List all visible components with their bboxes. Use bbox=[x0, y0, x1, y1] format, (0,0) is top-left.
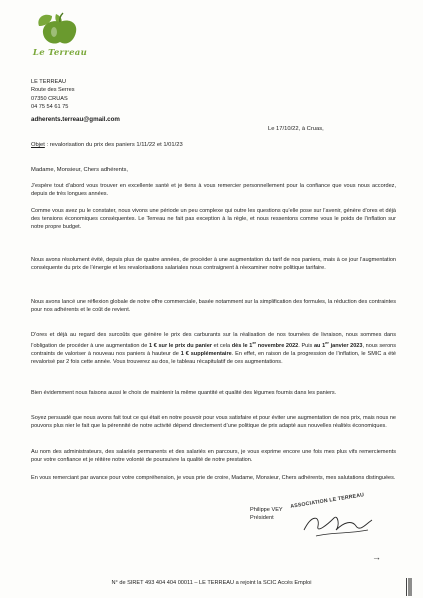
paragraph-4: Nous avons lancé une réflexion globale de notre offre commerciale, basée notamment sur la simplification des formules, la réduction des contraintes pour nos adhérents et le coût de revient. bbox=[31, 299, 396, 314]
sender-phone: 04 75 54 61 75 bbox=[31, 103, 69, 110]
logo-wordmark: Le Terreau bbox=[32, 48, 88, 58]
sender-email: adherents.terreau@gmail.com bbox=[31, 116, 120, 123]
paragraph-3: Nous avons résolument évité, depuis plus de quatre années, de procéder à une augmentation du tarif de nos paniers, mais à ce jour l’augmentation conséquente du prix de l’énergie et les revalorisations salariales nous contraignent à réexaminer notre politique tarifaire. bbox=[31, 257, 396, 272]
subject-line bbox=[31, 142, 183, 148]
signatory bbox=[250, 506, 283, 522]
p5-text-a: D’ores et déjà au regard des surcoûts que génère le prix des carburants sur la réalisation de nos tournées de livraison, nous sommes dans l’obligation de procéder à une augmentation de bbox=[31, 332, 396, 350]
scan-barcode-icon bbox=[406, 578, 412, 596]
p5-text-f: . Puis bbox=[298, 343, 314, 350]
paragraph-7: Soyez persuadé que nous avons fait tout ce qui était en notre pouvoir pour vous satisfaire et pour éviter une augmentation de nos prix, mais nous ne pouvons plus nier le fait que la pérennité de notre activité dépend directement d’une politique de prix adapté aux nouvelles réalités économiques. bbox=[31, 415, 396, 430]
footer-siret: N° de SIRET 493 404 404 00011 – LE TERREAU a rejoint la SCIC Accès Emploi bbox=[111, 580, 312, 586]
p5-date-1-sup: er bbox=[252, 340, 257, 346]
signatory-name: Philippe VEY bbox=[250, 507, 283, 513]
sender-city: 07350 CRUAS bbox=[31, 95, 68, 102]
sender-address bbox=[31, 78, 75, 111]
association-stamp: ASSOCIATION LE TERREAU bbox=[289, 492, 365, 510]
p5-date-2-sup: er bbox=[325, 340, 329, 346]
p5-date-2-end: janvier 2023 bbox=[328, 343, 363, 350]
le-terreau-logo bbox=[30, 10, 90, 62]
p5-date-1-end: novembre 2022 bbox=[256, 343, 299, 350]
date-line: Le 17/10/22, à Cruas, bbox=[268, 126, 324, 132]
next-page-arrow-icon: → bbox=[372, 552, 381, 562]
paragraph-6: Bien évidemment nous faisons aussi le choix de maintenir la même quantité et qualité des légumes fournis dans les paniers. bbox=[31, 390, 337, 396]
p5-price-increase: 1 € sur le prix du panier bbox=[148, 343, 212, 350]
paragraph-1: J’espère tout d’abord vous trouver en excellente santé et je tiens à vous remercier personnellement pour la confiance que vous nous accordez, depuis de très longues années. bbox=[31, 183, 396, 198]
subject-text: : revalorisation du prix des paniers 1/11/22 et 1/01/23 bbox=[44, 142, 183, 148]
salutation: Madame, Monsieur, Chers adhérents, bbox=[31, 167, 128, 173]
subject-label: Objet bbox=[31, 142, 45, 148]
handwritten-signature-icon bbox=[298, 506, 376, 542]
p5-date-1-start: dès le 1 bbox=[231, 343, 253, 350]
sender-name: LE TERREAU bbox=[31, 79, 67, 85]
p5-extra-increase: 1 € supplémentaire bbox=[180, 351, 232, 358]
paragraph-2: Comme vous avez pu le constater, nous vivons une période un peu complexe qui outre les questions qu’elle pose sur l’avenir, génère d’ores et déjà des tensions économiques conséquentes. Le Terreau ne fait pas exception à la règle, et nous ressentons comme vous le poids de l’inflation sur notre propre budget. bbox=[31, 208, 396, 231]
signatory-title: Président bbox=[250, 515, 274, 522]
p5-date-2-start: au 1 bbox=[313, 343, 326, 350]
p5-text-c: et cela bbox=[211, 343, 232, 350]
sender-street: Route des Serres bbox=[31, 87, 75, 94]
apple-leaf-icon bbox=[30, 10, 90, 50]
paragraph-8: Au nom des administrateurs, des salariés permanents et des salariés en parcours, je vous exprime encore une fois mes plus vifs remerciements pour votre confiance et je réitère notre volonté de poursuivre la qualité de notre prestation. bbox=[31, 449, 396, 464]
paragraph-5 bbox=[31, 331, 396, 367]
p5-text-i: , nous serons contraints de valoriser à nouveau nos paniers à hauteur de bbox=[31, 343, 397, 358]
paragraph-9: En vous remerciant par avance pour votre compréhension, je vous prie de croire, Madame, Monsieur, Chers adhérents, mes salutations distinguées. bbox=[31, 475, 396, 481]
p5-text-k: . En effet, en raison de la progression de l’inflation, le SMIC a été revalorisé par 2 fois cette année. Vous trouverez au dos, le tableau récapitulatif de ces augmentations. bbox=[31, 351, 396, 366]
